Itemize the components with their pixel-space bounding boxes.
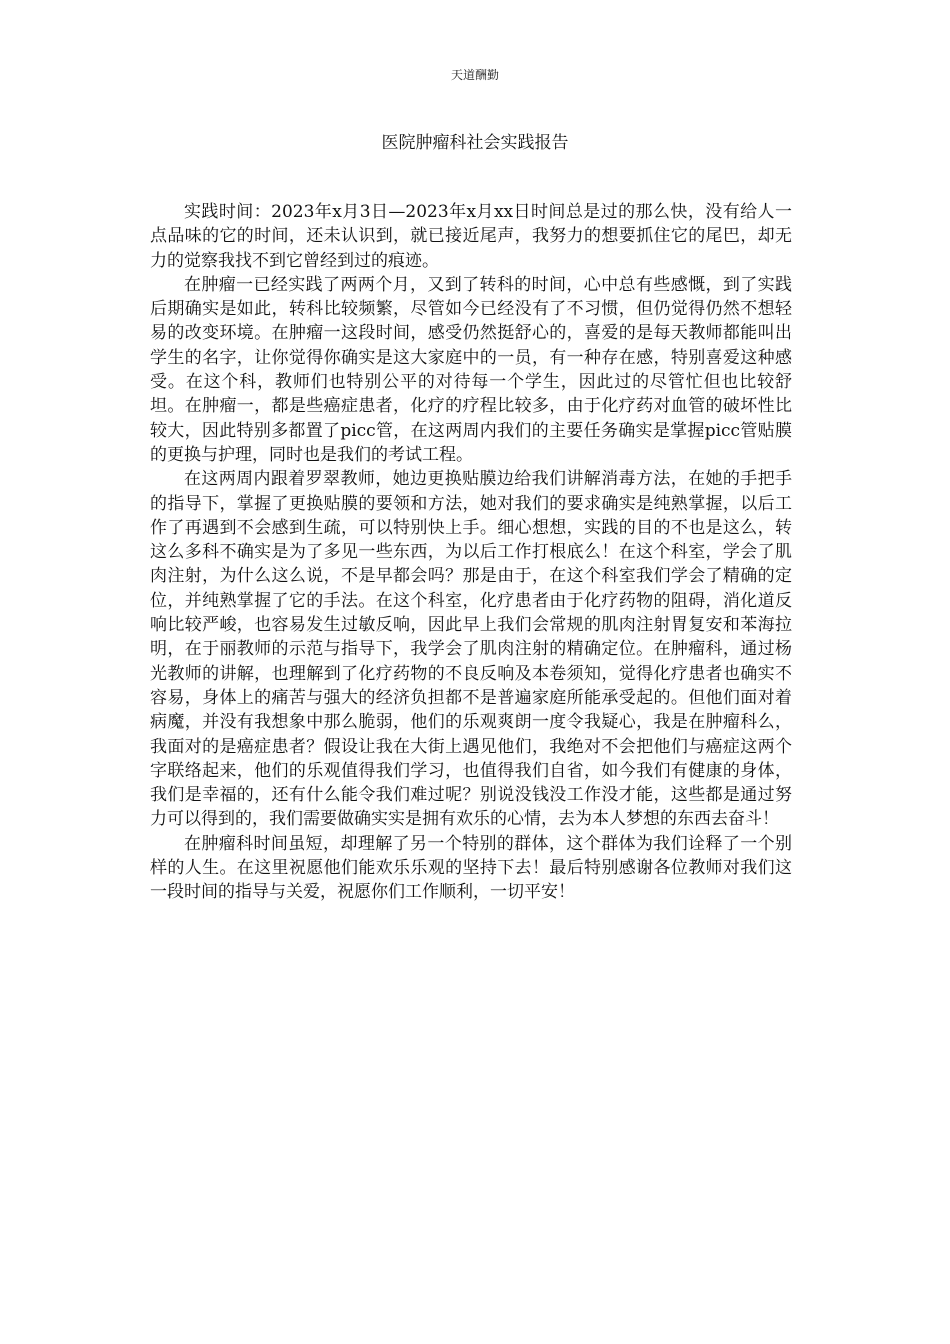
paragraph: 在肿瘤科时间虽短，却理解了另一个特别的群体，这个群体为我们诠释了一个别样的人生。在这里祝愿他们能欢乐乐观的坚持下去！最后特别感谢各位教师对我们这一段时间的指导与关爱，祝愿你们工作顺利，一切平安！ <box>150 833 792 903</box>
page-header: 天道酬勤 <box>450 68 499 82</box>
paragraph: 在肿瘤一已经实践了两两个月，又到了转科的时间，心中总有些感慨，到了实践后期确实是如此，转科比较频繁，尽管如今已经没有了不习惯，但仍觉得仍然不想轻易的改变环境。在肿瘤一这段时间，感受仍然挺舒心的，喜爱的是每天教师都能叫出学生的名字，让你觉得你确实是这大家庭中的一员，有一种存在感，特别喜爱这种感受。在这个科，教师们也特别公平的对待每一个学生，因此过的尽管忙但也比较舒坦。在肿瘤一，都是些癌症患者，化疗的疗程比较多，由于化疗药对血管的破坏性比较大，因此特别多都置了picc管，在这两周内我们的主要任务确实是掌握picc管贴膜的更换与护理，同时也是我们的考试工程。 <box>150 274 792 465</box>
paragraph: 实践时间：2023年x月3日—2023年x月xx日时间总是过的那么快，没有给人一点品味的它的时间，还未认识到，就已接近尾声，我努力的想要抓住它的尾巴，却无力的觉察我找不到它曾经到过的痕迹。 <box>150 202 792 271</box>
paragraph: 在这两周内跟着罗翠教师，她边更换贴膜边给我们讲解消毒方法，在她的手把手的指导下，掌握了更换贴膜的要领和方法，她对我们的要求确实是纯熟掌握，以后工作了再遇到不会感到生疏，可以特别快上手。细心想想，实践的目的不也是这么，转这么多科不确实是为了多见一些东西，为以后工作打根底么！在这个科室，学会了肌肉注射，为什么这么说，不是早都会吗？那是由于，在这个科室我们学会了精确的定位，并纯熟掌握了它的手法。在这个科室，化疗患者由于化疗药物的阻碍，消化道反响比较严峻，也容易发生过敏反响，因此早上我们会常规的肌肉注射胃复安和苯海拉明，在于丽教师的示范与指导下，我学会了肌肉注射的精确定位。在肿瘤科，通过杨光教师的讲解，也理解到了化疗药物的不良反响及本卷须知，觉得化疗患者也确实不容易，身体上的痛苦与强大的经济负担都不是普遍家庭所能承受起的。但他们面对着病魔，并没有我想象中那么脆弱，他们的乐观爽朗一度令我疑心，我是在肿瘤科么，我面对的是癌症患者？假设让我在大街上遇见他们，我绝对不会把他们与癌症这两个字联络起来，他们的乐观值得我们学习，也值得我们自省，如今我们有健康的身体，我们是幸福的，还有什么能令我们难过呢？别说没钱没工作没才能，这些都是通过努力可以得到的，我们需要做确实实是拥有欢乐的心情，去为本人梦想的东西去奋斗！ <box>150 469 792 830</box>
document-body <box>150 200 792 905</box>
document-title: 医院肿瘤科社会实践报告 <box>381 133 569 153</box>
